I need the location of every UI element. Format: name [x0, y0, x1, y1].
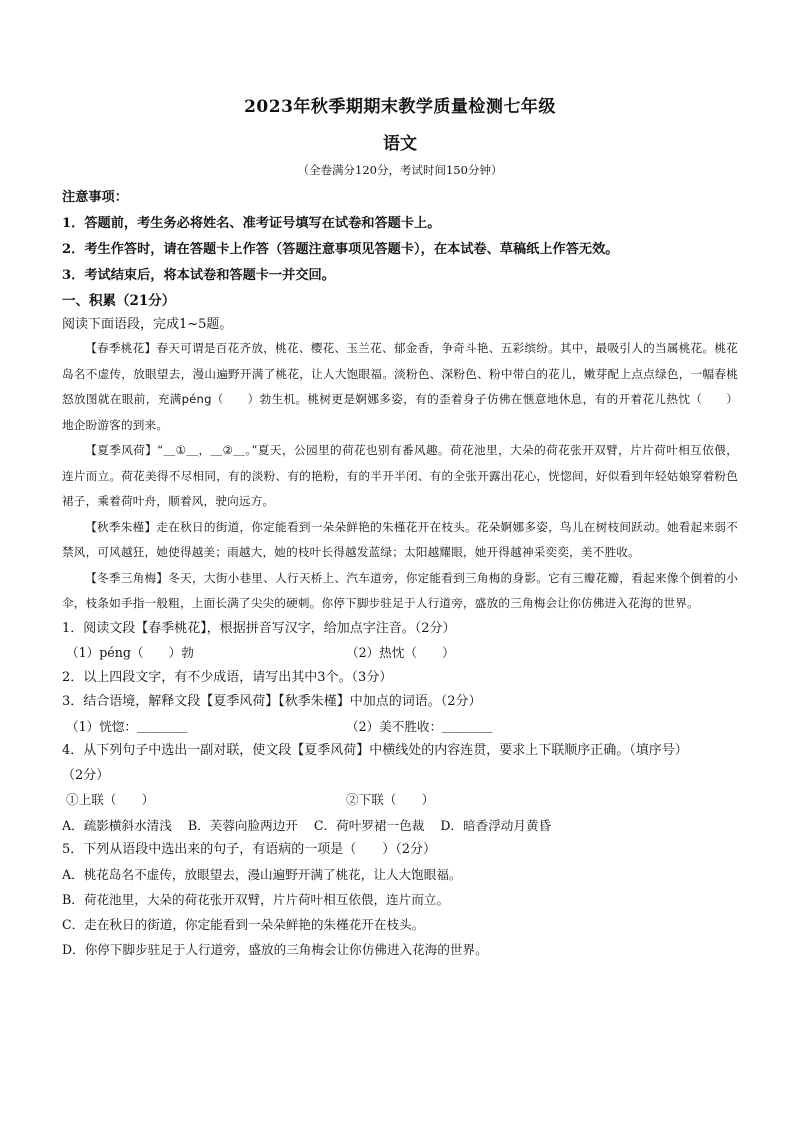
notice-item: 2．考生作答时，请在答题卡上作答（答题注意事项见答题卡），在本试卷、草稿纸上作答无效。	[62, 242, 619, 257]
subject-title: 语文	[383, 134, 417, 154]
passage-tag: 【春季桃花】	[85, 341, 157, 355]
passage-tag: 【秋季朱槿】	[85, 519, 157, 534]
question-1-blanks	[62, 641, 738, 666]
question-5-option-a[interactable]: A．桃花岛名不虚传，放眼望去，漫山遍野开满了桃花，让人大饱眼福。	[62, 867, 462, 882]
question-4-stem: 4．从下列句子中选出一副对联，使文段【夏季风荷】中横线处的内容连贯，要求上下联顺序正确。（填序号）	[62, 743, 688, 758]
notice-heading: 注意事项：	[62, 190, 128, 205]
page-title: 2023年秋季期期末教学质量检测七年级	[244, 97, 556, 117]
section-heading: 一、积累（21分）	[62, 293, 176, 309]
full-score-note: （全卷满分120分，考试时间150分钟）	[297, 163, 503, 177]
question-4-upper[interactable]: ①上联（ ）	[66, 792, 155, 807]
notice-item: 3．考试结束后，将本试卷和答题卡一并交回。	[62, 268, 335, 283]
option-d[interactable]: D．暗香浮动月黄昏	[440, 817, 552, 833]
question-5-option-d[interactable]: D．你停下脚步驻足于人行道旁，盛放的三角梅会让你仿佛进入花海的世界。	[62, 942, 488, 957]
question-2-stem: 2．以上四段文字，有不少成语，请写出其中3个。（3分）	[62, 669, 393, 685]
passage-tag: 【冬季三角梅】	[85, 570, 169, 585]
question-4-lower[interactable]: ②下联（ ）	[346, 792, 435, 807]
question-3-stem: 3．结合语境，解释文段【夏季风荷】【秋季朱槿】中加点的词语。（2分）	[62, 694, 482, 709]
passage-winter	[62, 566, 738, 617]
passage-text: “＿①＿，＿②＿。”夏天，公园里的荷花也别有番风趣。荷花池里，大朵的荷花张开双臂，片片荷叶相互依偎，连片而立。荷花美得不尽相同，有的淡粉、有的艳粉，有的半开半闭、有的全张开露出花心，恍惚间，好似看到年轻姑娘穿着粉色裙子，乘着荷叶舟，顺着风，驶向远方。	[62, 443, 738, 508]
question-1-stem: 1．阅读文段【春季桃花】，根据拼音写汉字，给加点字注音。（2分）	[62, 620, 456, 636]
question-4-options	[62, 813, 738, 838]
notice-item: 1．答题前，考生务必将姓名、准考证号填写在试卷和答题卡上。	[62, 216, 441, 231]
option-c[interactable]: C．荷叶罗裙一色裁	[313, 817, 425, 833]
question-4-points: （2分）	[62, 767, 110, 783]
question-3-blank-b[interactable]: （2）美不胜收：＿＿＿＿	[346, 718, 493, 734]
exam-page	[62, 92, 738, 962]
question-4-couplet	[62, 788, 738, 813]
passage-text: 冬天，大街小巷里、人行天桥上、汽车道旁，你定能看到三角梅的身影。它有三瓣花瓣，看起来像个倒着的小伞，枝条如手指一般粗，上面长满了尖尖的硬刺。你停下脚步驻足于人行道旁，盛放的三角梅会让你仿佛进入花海的世界。	[62, 570, 738, 610]
question-5-option-c[interactable]: C．走在秋日的街道，你定能看到一朵朵鲜艳的朱槿花开在枝头。	[62, 917, 425, 932]
question-1-blank-a[interactable]: （1）péng（ ）勃	[66, 645, 194, 660]
passage-autumn	[62, 515, 738, 566]
question-3-blank-a[interactable]: （1）恍惚：＿＿＿＿	[66, 718, 188, 734]
passage-summer	[62, 438, 738, 515]
option-b[interactable]: B．芙蓉向脸两边开	[187, 817, 298, 833]
passage-spring	[62, 336, 738, 438]
question-5-stem: 5．下列从语段中选出来的句子，有语病的一项是（ ）（2分）	[62, 841, 437, 857]
section-intro: 阅读下面语段，完成1~5题。	[62, 317, 233, 332]
option-a[interactable]: A．疏影横斜水清浅	[62, 817, 172, 833]
passage-tag: 【夏季风荷】	[85, 443, 158, 457]
question-5-option-b[interactable]: B．荷花池里，大朵的荷花张开双臂，片片荷叶相互依偎，连片而立。	[62, 892, 450, 907]
question-3-blanks	[62, 715, 738, 740]
passage-text: 春天可谓是百花齐放，桃花、樱花、玉兰花、郁金香，争奇斗艳、五彩缤纷。其中，最吸引人的当属桃花。桃花岛名不虚传，放眼望去，漫山遍野开满了桃花，让人大饱眼福。淡粉色、深粉色、粉中带白的花儿，嫩芽配上点点绿色，一幅春桃怒放图就在眼前，充满péng（ ）勃生机。桃树更是婀娜多姿，有的歪着身子仿佛在惬意地休息，有的开着花儿热忱（ ）地企盼游客的到来。	[62, 341, 738, 432]
passage-text: 走在秋日的街道，你定能看到一朵朵鲜艳的朱槿花开在枝头。花朵婀娜多姿，鸟儿在树枝间跃动。她看起来弱不禁风，可风越狂，她使得越美；雨越大，她的枝叶长得越发蓝绿；太阳越耀眼，她开得越神采奕奕，美不胜收。	[62, 519, 738, 559]
question-1-blank-b[interactable]: （2）热忱（ ）	[346, 645, 455, 660]
